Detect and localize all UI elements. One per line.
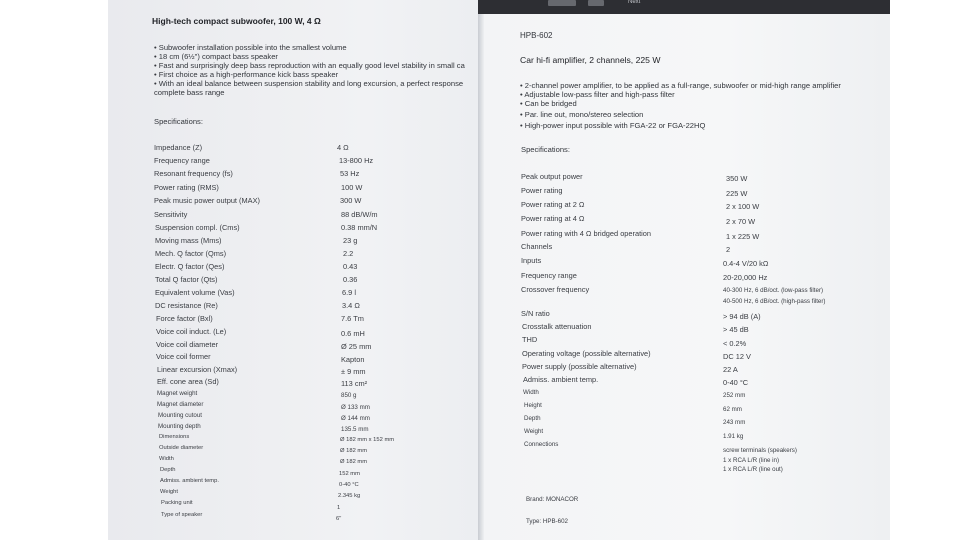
left-feature-item: • 18 cm (6½") compact bass speaker xyxy=(154,52,278,61)
left-spec-label: Voice coil induct. (Le) xyxy=(156,327,227,336)
left-spec-label: Dimensions xyxy=(159,434,190,440)
right-spec-value: 2 x 70 W xyxy=(726,217,756,226)
left-spec-value: 6.9 l xyxy=(342,288,356,297)
left-spec-label: Mounting cutout xyxy=(158,412,203,419)
top-bar-label: Next xyxy=(628,0,641,5)
right-feature-item: • 2-channel power amplifier, to be applied as a full-range, subwoofer or mid-high range amplifier xyxy=(520,81,841,90)
right-feature-item: • Can be bridged xyxy=(520,99,577,108)
left-spec-value: 2.2 xyxy=(343,249,354,258)
left-spec-value: 53 Hz xyxy=(340,169,360,178)
right-spec-label: Channels xyxy=(521,242,553,251)
top-bar-element xyxy=(588,0,604,6)
right-spec-label: Height xyxy=(524,402,542,409)
left-spec-value: 0.6 mH xyxy=(341,329,365,338)
right-spec-label: Power rating with 4 Ω bridged operation xyxy=(521,229,652,238)
left-feature-item: complete bass range xyxy=(154,88,225,97)
left-spec-label: Voice coil former xyxy=(156,352,211,361)
right-feature-item: • Par. line out, mono/stereo selection xyxy=(520,110,644,119)
right-spec-label: Power rating xyxy=(521,186,563,195)
left-spec-label: Power rating (RMS) xyxy=(154,183,219,192)
right-spec-value-tertiary: 1 x RCA L/R (line out) xyxy=(723,466,783,473)
left-page-title: High-tech compact subwoofer, 100 W, 4 Ω xyxy=(152,16,321,26)
left-feature-item: • Fast and surprisingly deep bass reproduction with an equally good level stability in small ca xyxy=(154,61,465,70)
left-spec-label: Suspension compl. (Cms) xyxy=(155,223,240,232)
left-spec-value: ± 9 mm xyxy=(341,367,366,376)
right-spec-value: 2 xyxy=(726,245,731,254)
left-spec-label: Electr. Q factor (Qes) xyxy=(155,262,225,271)
left-spec-value: 0-40 °C xyxy=(339,482,359,488)
type-label: Type: HPB-602 xyxy=(526,518,568,525)
left-spec-value: 0.36 xyxy=(343,275,358,284)
right-spec-label: Frequency range xyxy=(521,271,577,280)
left-spec-value: Ø 182 mm xyxy=(340,448,368,454)
left-spec-label: Weight xyxy=(160,489,178,495)
left-spec-label: Force factor (Bxl) xyxy=(156,314,213,323)
right-spec-value: 62 mm xyxy=(723,406,742,413)
left-spec-value: 2.345 kg xyxy=(338,493,361,499)
left-spec-value: 23 g xyxy=(343,236,358,245)
left-spec-value: 152 mm xyxy=(339,471,360,477)
right-spec-value: screw terminals (speakers) xyxy=(723,447,797,454)
left-spec-value: 0.38 mm/N xyxy=(341,223,378,232)
left-feature-item: • First choice as a high-performance kick bass speaker xyxy=(154,70,339,79)
left-spec-label: Sensitivity xyxy=(154,210,188,219)
right-spec-value-secondary: 1 x RCA L/R (line in) xyxy=(723,457,780,464)
right-feature-item: • High-power input possible with FGA-22 or FGA-22HQ xyxy=(520,121,706,130)
left-spec-value: 0.43 xyxy=(343,262,358,271)
left-spec-label: Voice coil diameter xyxy=(156,340,219,349)
left-spec-label: Width xyxy=(159,456,174,462)
right-spec-label: Power rating at 4 Ω xyxy=(521,214,585,223)
left-spec-value: Ø 133 mm xyxy=(341,404,370,411)
right-spec-value: 2 x 100 W xyxy=(726,202,760,211)
left-feature-item: • Subwoofer installation possible into the smallest volume xyxy=(154,43,347,52)
left-spec-value: Ø 182 mm xyxy=(340,459,368,465)
left-spec-value: Ø 25 mm xyxy=(341,342,372,351)
right-spec-label: S/N ratio xyxy=(521,309,550,318)
right-document-page xyxy=(478,0,890,540)
left-spec-label: Eff. cone area (Sd) xyxy=(157,377,219,386)
right-spec-label: Power supply (possible alternative) xyxy=(522,362,637,371)
left-spec-value: 6" xyxy=(336,516,342,522)
left-spec-value: 135.5 mm xyxy=(341,426,369,433)
left-spec-value: 88 dB/W/m xyxy=(341,210,378,219)
right-spec-label: Connections xyxy=(524,441,559,448)
left-spec-label: Impedance (Z) xyxy=(154,143,203,152)
right-spec-label: Depth xyxy=(524,415,541,422)
right-spec-value: 20-20,000 Hz xyxy=(723,273,768,282)
right-spec-value: 1 x 225 W xyxy=(726,232,760,241)
right-spec-label: Peak output power xyxy=(521,172,583,181)
right-page-title: Car hi-fi amplifier, 2 channels, 225 W xyxy=(520,55,661,65)
right-spec-value: 0-40 °C xyxy=(723,378,749,387)
left-spec-value: 13-800 Hz xyxy=(339,156,374,165)
left-spec-value: Ø 144 mm xyxy=(341,415,370,422)
left-spec-value: 1 xyxy=(337,505,341,511)
left-spec-value: 850 g xyxy=(341,392,357,399)
left-spec-label: Depth xyxy=(160,467,176,473)
left-spec-label: Resonant frequency (fs) xyxy=(154,169,233,178)
page-gutter-shadow xyxy=(478,0,484,540)
right-spec-label: Width xyxy=(523,389,539,396)
left-spec-label: Admiss. ambient temp. xyxy=(160,478,219,484)
right-model-number: HPB-602 xyxy=(520,31,553,40)
left-spec-label: Packing unit xyxy=(161,500,193,506)
right-spec-value: 22 A xyxy=(723,365,738,374)
left-spec-label: Linear excursion (Xmax) xyxy=(157,365,238,374)
left-spec-label: Total Q factor (Qts) xyxy=(155,275,218,284)
left-spec-label: Equivalent volume (Vas) xyxy=(155,288,235,297)
top-bar-element xyxy=(548,0,576,6)
right-spec-label: THD xyxy=(522,335,538,344)
left-document-page xyxy=(108,0,478,540)
left-spec-value: 300 W xyxy=(340,196,362,205)
right-spec-label: Inputs xyxy=(521,256,542,265)
right-spec-label: Admiss. ambient temp. xyxy=(523,375,599,384)
right-spec-value: 252 mm xyxy=(723,392,746,399)
right-spec-value: > 45 dB xyxy=(723,325,749,334)
left-spec-value: Ø 182 mm x 152 mm xyxy=(340,437,395,443)
left-spec-value: Kapton xyxy=(341,355,365,364)
left-spec-value: 7.6 Tm xyxy=(341,314,364,323)
right-spec-label: Weight xyxy=(524,428,544,435)
right-spec-value: 1.91 kg xyxy=(723,433,744,440)
right-spec-value: 243 mm xyxy=(723,419,746,426)
left-spec-label: Peak music power output (MAX) xyxy=(154,196,260,205)
left-spec-value: 4 Ω xyxy=(337,143,349,152)
right-feature-item: • Adjustable low-pass filter and high-pass filter xyxy=(520,90,675,99)
left-spec-label: Mech. Q factor (Qms) xyxy=(155,249,227,258)
right-spec-value: 40-300 Hz, 6 dB/oct. (low-pass filter) xyxy=(723,287,824,294)
right-spec-label: Power rating at 2 Ω xyxy=(521,200,585,209)
left-spec-value: 100 W xyxy=(341,183,363,192)
left-spec-label: DC resistance (Re) xyxy=(155,301,218,310)
left-feature-item: • With an ideal balance between suspension stability and long excursion, a perfect response xyxy=(154,79,464,88)
screen-top-bar xyxy=(478,0,890,14)
left-spec-label: Outside diameter xyxy=(159,445,204,451)
left-spec-heading: Specifications: xyxy=(154,117,203,126)
right-spec-label: Operating voltage (possible alternative) xyxy=(522,349,651,358)
right-spec-value: DC 12 V xyxy=(723,352,751,361)
right-spec-heading: Specifications: xyxy=(521,145,570,154)
right-spec-value-secondary: 40-500 Hz, 6 dB/oct. (high-pass filter) xyxy=(723,298,826,305)
left-spec-label: Frequency range xyxy=(154,156,210,165)
left-spec-value: 3.4 Ω xyxy=(342,301,360,310)
left-spec-label: Magnet weight xyxy=(157,390,198,397)
right-spec-value: 225 W xyxy=(726,189,748,198)
left-spec-label: Type of speaker xyxy=(161,512,203,518)
right-spec-label: Crosstalk attenuation xyxy=(522,322,592,331)
left-spec-value: 113 cm² xyxy=(341,379,368,388)
right-spec-value: 0.4-4 V/20 kΩ xyxy=(723,259,769,268)
right-spec-value: 350 W xyxy=(726,174,748,183)
brand-label: Brand: MONACOR xyxy=(526,496,579,503)
left-spec-label: Magnet diameter xyxy=(157,401,204,408)
right-spec-value: < 0.2% xyxy=(723,339,747,348)
right-spec-value: > 94 dB (A) xyxy=(723,312,761,321)
left-spec-label: Mounting depth xyxy=(158,423,201,430)
left-spec-label: Moving mass (Mms) xyxy=(155,236,222,245)
right-spec-label: Crossover frequency xyxy=(521,285,590,294)
